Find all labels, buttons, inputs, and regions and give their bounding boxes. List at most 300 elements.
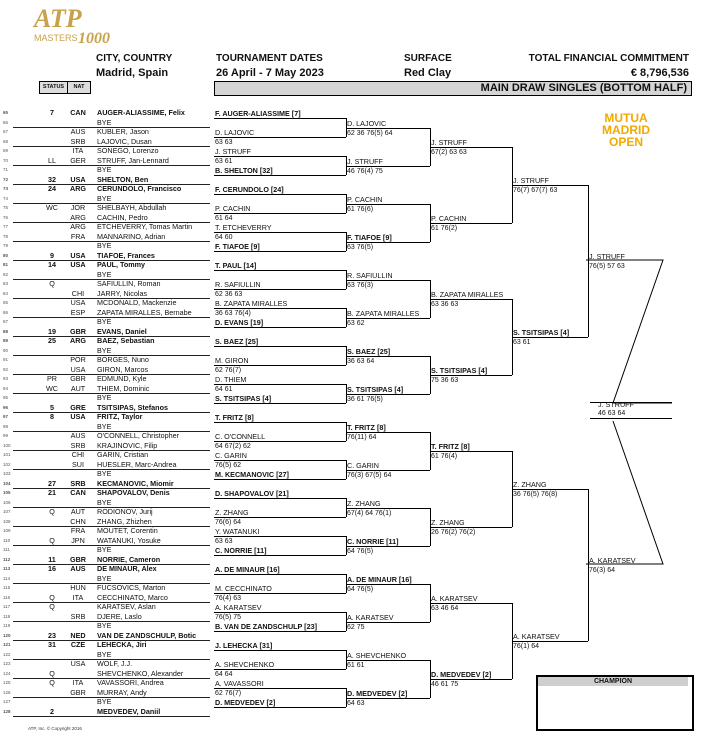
player-row (0, 365, 212, 374)
player-name: KUBLER, Jason (97, 127, 149, 136)
draw-position: 114 (3, 575, 11, 581)
bracket-winner-name: A. DE MINAUR [16] (215, 565, 280, 574)
player-row (0, 355, 212, 364)
nationality: NED (70, 630, 86, 640)
player-row (0, 422, 212, 431)
draw-position: 122 (3, 651, 11, 657)
bracket-winner-name: T. PAUL [14] (215, 261, 257, 270)
match-score: 64 76(5) (347, 586, 374, 593)
draw-position: 124 (3, 670, 11, 676)
player-name: SHELBAYH, Abdullah (97, 203, 167, 212)
player-name: SAFIULLIN, Roman (97, 279, 161, 288)
final-score: 46 63 64 (598, 410, 626, 417)
player-row (0, 526, 212, 535)
draw-position: 105 (3, 490, 11, 495)
nationality: USA (70, 260, 86, 269)
bracket-line (214, 631, 346, 632)
bracket-winner-name: S. BAEZ [25] (347, 347, 391, 356)
status-seed: Q (49, 535, 55, 545)
status-seed: 2 (50, 706, 54, 716)
player-row (0, 232, 212, 241)
draw-position: 93 (3, 376, 9, 381)
bracket-winner-name: T. ETCHEVERRY (215, 223, 272, 232)
bracket-winner-name: F. TIAFOE [9] (347, 233, 392, 242)
status-seed: LL (48, 155, 56, 165)
player-row (0, 412, 212, 421)
nationality: HUN (70, 583, 86, 592)
bracket-line (214, 175, 346, 176)
player-name: JARRY, Nicolas (97, 288, 148, 298)
player-row (0, 536, 212, 545)
player-name: STRUFF, Jan-Lennard (97, 155, 169, 165)
player-name: HUESLER, Marc-Andrea (97, 459, 177, 469)
bracket-winner-name: C. NORRIE [11] (215, 546, 267, 555)
semifinal-score: 76(3) 64 (589, 567, 616, 574)
player-row (0, 678, 212, 687)
player-row (0, 545, 212, 554)
bracket-winner-name: B. SHELTON [32] (215, 166, 273, 175)
player-row (0, 669, 212, 678)
match-score: 61 76(6) (347, 206, 374, 213)
player-row (0, 289, 212, 298)
player-name: BYE (97, 497, 112, 507)
player-row (0, 469, 212, 478)
match-score: 36 63 76(4) (215, 310, 251, 317)
bracket-winner-name: S. TSITSIPAS [4] (513, 328, 570, 337)
bracket-winner-name: S. TSITSIPAS [4] (347, 385, 404, 394)
nationality: SRB (70, 611, 86, 621)
player-row (0, 517, 212, 526)
bracket-winner-name: A. KARATSEV (431, 594, 478, 603)
player-row (0, 260, 212, 269)
nationality: AUS (70, 564, 86, 573)
copyright: ATP, Inc. © Copyright 2016 (28, 726, 82, 731)
svg-text:MASTERS: MASTERS (34, 33, 78, 43)
nationality: CHI (71, 288, 85, 298)
draw-position: 92 (3, 366, 9, 372)
nationality: ESP (70, 307, 86, 317)
player-name: BORGES, Nuno (97, 355, 149, 364)
player-name: MEDVEDEV, Daniil (97, 706, 161, 716)
player-row (0, 194, 212, 203)
bracket-winner-name: A. SHEVCHENKO (215, 660, 275, 669)
bracket-winner-name: S. TSITSIPAS [4] (215, 394, 272, 403)
draw-position: 110 (3, 537, 11, 543)
player-row (0, 317, 212, 326)
status-seed: WC (46, 203, 58, 212)
draw-position: 79 (3, 243, 9, 248)
player-name: BYE (97, 393, 112, 402)
nationality: USA (70, 659, 86, 668)
player-name: BYE (97, 621, 112, 630)
player-row (0, 393, 212, 402)
player-name: BYE (97, 269, 112, 279)
bracket-line (214, 498, 346, 499)
player-name: EVANS, Daniel (97, 326, 147, 336)
bracket-winner-name: C. GARIN (347, 461, 379, 470)
player-name: SHAPOVALOV, Denis (97, 488, 170, 497)
player-name: THIEM, Dominic (97, 383, 150, 393)
status-seed: 32 (48, 174, 56, 184)
commitment-value: € 8,796,536 (630, 67, 689, 79)
match-score: 61 64 (215, 215, 233, 222)
draw-position: 125 (3, 680, 11, 685)
svg-text:ATP: ATP (34, 5, 82, 33)
player-row (0, 498, 212, 507)
draw-position: 102 (3, 461, 11, 467)
status-seed: 23 (48, 630, 56, 640)
status-seed: Q (49, 668, 55, 678)
player-name: GIRON, Marcos (97, 364, 149, 374)
bracket-line (214, 270, 346, 271)
bracket-winner-name: Z. ZHANG (347, 499, 381, 508)
sponsor-line-1: MUTUA (604, 111, 648, 125)
match-score: 63 76(3) (347, 282, 374, 289)
bracket-winner-name: B. ZAPATA MIRALLES (215, 299, 288, 308)
draw-position: 77 (3, 224, 9, 229)
status-seed: WC (46, 383, 58, 393)
bracket-line (214, 536, 346, 537)
player-row (0, 241, 212, 250)
sponsor-line-2: MADRID (602, 123, 650, 137)
draw-title: MAIN DRAW SINGLES (BOTTOM HALF) (480, 82, 687, 94)
match-score: 64 67(2) 62 (215, 443, 251, 450)
draw-position: 89 (3, 338, 9, 343)
draw-position: 128 (3, 708, 11, 714)
player-name: BYE (97, 345, 112, 355)
nationality: ITA (72, 678, 84, 687)
draw-position: 84 (3, 290, 9, 296)
player-row (0, 707, 212, 716)
draw-position: 120 (3, 632, 11, 638)
bracket-line (214, 403, 346, 404)
player-row (0, 460, 212, 469)
match-score: 63 61 (215, 158, 233, 165)
bracket-winner-name: J. STRUFF (347, 157, 383, 166)
draw-position: 75 (3, 205, 9, 210)
bracket-winner-name: F. AUGER-ALIASSIME [7] (215, 109, 301, 118)
bracket-line (214, 213, 346, 214)
status-seed: 19 (48, 326, 56, 336)
bracket-winner-name: A. KARATSEV (347, 613, 394, 622)
player-row (0, 431, 212, 440)
draw-position: 69 (3, 148, 9, 153)
nationality: ARG (70, 336, 86, 345)
status-column-header: STATUS (39, 81, 68, 94)
bracket-winner-name: D. LAJOVIC (347, 119, 387, 128)
draw-position: 101 (3, 452, 11, 457)
player-name: KARATSEV, Aslan (97, 602, 156, 611)
draw-position: 112 (3, 556, 11, 562)
player-name: GARIN, Cristian (97, 450, 149, 459)
draw-position: 109 (3, 528, 11, 533)
draw-position: 78 (3, 233, 9, 239)
draw-position: 119 (3, 623, 11, 628)
match-score: 46 61 75 (431, 681, 459, 688)
draw-position: 100 (3, 442, 11, 448)
draw-position: 73 (3, 186, 9, 191)
bracket-winner-name: D. MEDVEDEV [2] (347, 689, 408, 698)
player-row (0, 602, 212, 611)
atp-masters-1000-logo (32, 5, 117, 45)
status-seed: 21 (48, 488, 56, 497)
status-seed: 8 (50, 412, 54, 421)
player-row (0, 374, 212, 383)
nationality: AUS (70, 431, 86, 440)
match-score: 76(5) 75 (215, 614, 242, 621)
bracket-winner-name: A. KARATSEV (513, 632, 560, 641)
player-row (0, 156, 212, 165)
player-name: WOLF, J.J. (97, 659, 133, 668)
player-row (0, 403, 212, 412)
bracket-line (214, 251, 346, 252)
player-name: MOUTET, Corentin (97, 526, 158, 535)
draw-position: 123 (3, 661, 11, 666)
bracket-winner-name: T. FRITZ [8] (347, 423, 386, 432)
player-name: SONEGO, Lorenzo (97, 146, 159, 155)
city-value: Madrid, Spain (96, 67, 169, 79)
player-name: TSITSIPAS, Stefanos (97, 402, 168, 412)
bracket-winner-name: T. FRITZ [8] (431, 442, 470, 451)
bracket-winner-name: B. ZAPATA MIRALLES (431, 290, 504, 299)
draw-position: 104 (3, 480, 11, 486)
status-seed: 25 (48, 336, 56, 345)
status-seed: 16 (48, 564, 56, 573)
player-row (0, 621, 212, 630)
player-name: BYE (97, 649, 112, 659)
semifinal-score: 76(5) 57 63 (589, 263, 625, 270)
player-name: BYE (97, 545, 112, 554)
player-name: EDMUND, Kyle (97, 374, 147, 383)
bracket-winner-name: F. CERUNDOLO [24] (215, 185, 284, 194)
player-row (0, 270, 212, 279)
mutua-madrid-open-logo (586, 112, 666, 148)
draw-position: 68 (3, 138, 9, 144)
bracket-line (214, 650, 346, 651)
player-row (0, 308, 212, 317)
draw-position: 86 (3, 309, 9, 315)
bracket-line (214, 327, 346, 328)
draw-position: 85 (3, 300, 9, 305)
nationality: GBR (70, 554, 86, 564)
nationality: GBR (70, 374, 86, 383)
nationality: CHN (70, 516, 86, 526)
draw-position: 115 (3, 585, 11, 590)
status-seed: 5 (50, 402, 54, 412)
match-score: 76(6) 64 (215, 519, 242, 526)
bracket-winner-name: J. STRUFF (431, 138, 467, 147)
draw-title-bar (214, 81, 692, 96)
bracket-winner-name: B. VAN DE ZANDSCHULP [23] (215, 622, 317, 631)
bracket-winner-name: Z. ZHANG (431, 518, 465, 527)
nationality: ARG (70, 222, 86, 231)
player-row (0, 574, 212, 583)
player-name: CECCHINATO, Marco (97, 592, 168, 602)
draw-position: 108 (3, 518, 11, 524)
bracket-line (214, 232, 346, 233)
nationality: ARG (70, 212, 86, 222)
match-score: 63 61 (513, 339, 531, 346)
player-row (0, 697, 212, 706)
bracket-winner-name: D. SHAPOVALOV [21] (215, 489, 289, 498)
player-name: BYE (97, 165, 112, 174)
bracket-winner-name: M. CECCHINATO (215, 584, 272, 593)
player-row (0, 583, 212, 592)
nationality: POR (70, 355, 86, 364)
draw-divider (13, 716, 210, 717)
nationality: USA (70, 250, 86, 260)
nationality: ARG (70, 184, 86, 193)
player-row (0, 327, 212, 336)
bracket-winner-name: R. SAFIULLIN (215, 280, 261, 289)
player-row (0, 203, 212, 212)
match-score: 61 61 (347, 662, 365, 669)
player-name: LAJOVIC, Dusan (97, 136, 152, 146)
player-row (0, 108, 212, 117)
draw-position: 81 (3, 262, 9, 267)
bracket-line (214, 384, 346, 385)
status-seed: Q (49, 279, 55, 288)
nationality: GBR (70, 687, 86, 697)
bracket-winner-name: P. CACHIN (431, 214, 467, 223)
player-name: BYE (97, 241, 112, 250)
player-name: CACHIN, Pedro (97, 212, 148, 222)
player-name: MURRAY, Andy (97, 687, 147, 697)
nationality: CAN (70, 108, 86, 117)
bracket-line (214, 574, 346, 575)
player-row (0, 488, 212, 497)
draw-position: 67 (3, 129, 9, 134)
player-name: FUCSOVICS, Marton (97, 583, 166, 592)
player-row (0, 165, 212, 174)
surface-label: SURFACE (404, 53, 452, 64)
nationality: SRB (70, 136, 86, 146)
draw-position: 98 (3, 423, 9, 429)
match-score: 64 64 (215, 671, 233, 678)
player-row (0, 650, 212, 659)
player-row (0, 336, 212, 345)
bracket-line (214, 479, 346, 480)
bracket-winner-name: R. SAFIULLIN (347, 271, 393, 280)
bracket-line (214, 422, 346, 423)
nationality: USA (70, 364, 86, 374)
bracket-winner-name: C. GARIN (215, 451, 247, 460)
player-name: CERUNDOLO, Francisco (97, 184, 182, 193)
surface-value: Red Clay (404, 67, 452, 79)
draw-position: 91 (3, 357, 9, 362)
draw-position: 127 (3, 699, 11, 704)
draw-position: 113 (3, 566, 11, 571)
draw-position: 99 (3, 433, 9, 438)
player-name: SHELTON, Ben (97, 174, 149, 184)
match-score: 26 76(2) 76(2) (431, 529, 476, 536)
nationality: JPN (71, 535, 85, 545)
match-score: 64 61 (215, 386, 233, 393)
nationality: FRA (70, 231, 86, 241)
bracket-winner-name: S. TSITSIPAS [4] (431, 366, 488, 375)
match-score: 61 76(2) (431, 225, 458, 232)
draw-position: 90 (3, 347, 9, 353)
player-name: AUGER-ALIASSIME, Felix (97, 108, 185, 117)
player-row (0, 564, 212, 573)
player-name: DE MINAUR, Alex (97, 564, 157, 573)
match-score: 64 63 (347, 700, 365, 707)
match-score: 63 46 64 (431, 605, 459, 612)
match-score: 67(4) 64 76(1) (347, 510, 392, 517)
nationality: SUI (72, 459, 84, 469)
player-name: BYE (97, 697, 112, 706)
nationality: ITA (72, 146, 84, 155)
player-row (0, 384, 212, 393)
player-row (0, 213, 212, 222)
draw-position: 97 (3, 414, 9, 419)
player-name: MCDONALD, Mackenzie (97, 298, 177, 307)
final-winner-name: J. STRUFF (598, 400, 634, 409)
match-score: 62 76(7) (215, 367, 242, 374)
player-name: BAEZ, Sebastian (97, 336, 155, 345)
bracket-line (214, 669, 346, 670)
match-score: 36 63 64 (347, 358, 375, 365)
bracket-winner-name: A. SHEVCHENKO (347, 651, 407, 660)
status-seed: 14 (48, 260, 56, 269)
bracket-winner-name: C. O'CONNELL (215, 432, 266, 441)
bracket-winner-name: S. BAEZ [25] (215, 337, 259, 346)
bracket-line (214, 555, 346, 556)
bracket-winner-name: C. NORRIE [11] (347, 537, 399, 546)
nationality: USA (70, 412, 86, 421)
status-seed: 9 (50, 250, 54, 260)
draw-position: 71 (3, 167, 9, 172)
player-row (0, 184, 212, 193)
draw-position: 70 (3, 157, 9, 163)
status-seed: 27 (48, 478, 56, 488)
draw-position: 103 (3, 471, 11, 476)
bracket-winner-name: Z. ZHANG (513, 480, 547, 489)
player-name: RODIONOV, Jurij (97, 507, 153, 516)
status-seed: Q (49, 678, 55, 687)
dates-value: 26 April - 7 May 2023 (216, 67, 324, 79)
match-score: 76(11) 64 (347, 434, 377, 441)
player-row (0, 450, 212, 459)
player-name: ZHANG, Zhizhen (97, 516, 152, 526)
player-row (0, 175, 212, 184)
bracket-winner-name: D. MEDVEDEV [2] (215, 698, 276, 707)
champion-label: CHAMPION (538, 677, 688, 686)
bracket-winner-name: A. VAVASSORI (215, 679, 264, 688)
bracket-winner-name: M. GIRON (215, 356, 249, 365)
bracket-winner-name: A. DE MINAUR [16] (347, 575, 412, 584)
match-score: 62 75 (347, 624, 365, 631)
player-name: BYE (97, 193, 112, 203)
bracket-line (214, 118, 346, 119)
player-row (0, 688, 212, 697)
nationality: GRE (70, 402, 86, 412)
match-score: 63 76(5) (347, 244, 374, 251)
player-name: VAN DE ZANDSCHULP, Botic (97, 630, 197, 640)
player-row (0, 298, 212, 307)
draw-position: 72 (3, 176, 9, 182)
status-seed: Q (49, 592, 55, 602)
player-name: BYE (97, 317, 112, 326)
player-name: O'CONNELL, Christopher (97, 431, 180, 440)
match-score: 64 76(5) (347, 548, 374, 555)
player-name: KRAJINOVIC, Filip (97, 440, 158, 450)
player-name: DJERE, Laslo (97, 611, 142, 621)
draw-position: 74 (3, 195, 9, 201)
player-row (0, 279, 212, 288)
player-row (0, 441, 212, 450)
bracket-winner-name: J. STRUFF (513, 176, 549, 185)
